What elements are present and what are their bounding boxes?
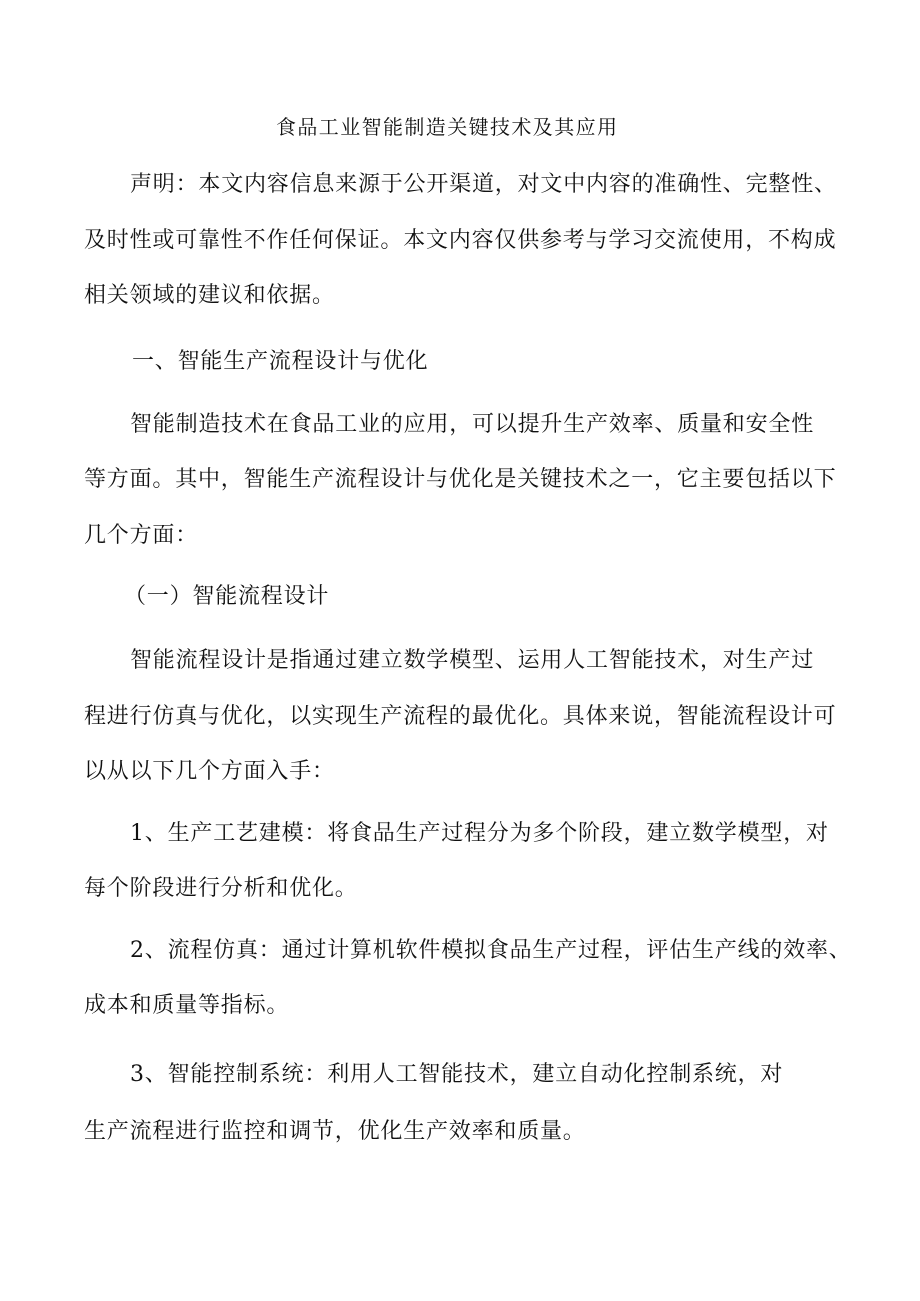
design-line-1: 智能流程设计是指通过建立数学模型、运用人工智能技术，对生产过 xyxy=(130,648,815,673)
intro-line-1: 智能制造技术在食品工业的应用，可以提升生产效率、质量和安全性 xyxy=(130,412,815,437)
intro-line-3: 几个方面： xyxy=(84,523,199,548)
item-1-line-1: 1、生产工艺建模：将食品生产过程分为多个阶段，建立数学模型，对 xyxy=(130,821,829,846)
disclaimer-line-1: 声明：本文内容信息来源于公开渠道，对文中内容的准确性、完整性、 xyxy=(130,172,837,197)
design-line-3: 以从以下几个方面入手： xyxy=(84,759,335,784)
item-2-line-1: 2、流程仿真：通过计算机软件模拟食品生产过程，评估生产线的效率、 xyxy=(130,938,852,963)
section-heading: 一、智能生产流程设计与优化 xyxy=(132,349,429,374)
item-1-line-2: 每个阶段进行分析和优化。 xyxy=(84,876,358,901)
item-2-line-2: 成本和质量等指标。 xyxy=(84,993,290,1018)
item-3-line-2: 生产流程进行监控和调节，优化生产效率和质量。 xyxy=(84,1119,586,1144)
intro-line-2: 等方面。其中，智能生产流程设计与优化是关键技术之一，它主要包括以下 xyxy=(84,467,837,492)
item-3-line-1: 3、智能控制系统：利用人工智能技术，建立自动化控制系统，对 xyxy=(130,1062,784,1087)
subsection-heading: （一）智能流程设计 xyxy=(124,584,330,609)
disclaimer-line-3: 相关领域的建议和依据。 xyxy=(84,283,335,308)
design-line-2: 程进行仿真与优化，以实现生产流程的最优化。具体来说，智能流程设计可 xyxy=(84,704,837,729)
document-title: 食品工业智能制造关键技术及其应用 xyxy=(276,115,619,139)
disclaimer-line-2: 及时性或可靠性不作任何保证。本文内容仅供参考与学习交流使用，不构成 xyxy=(84,228,837,253)
